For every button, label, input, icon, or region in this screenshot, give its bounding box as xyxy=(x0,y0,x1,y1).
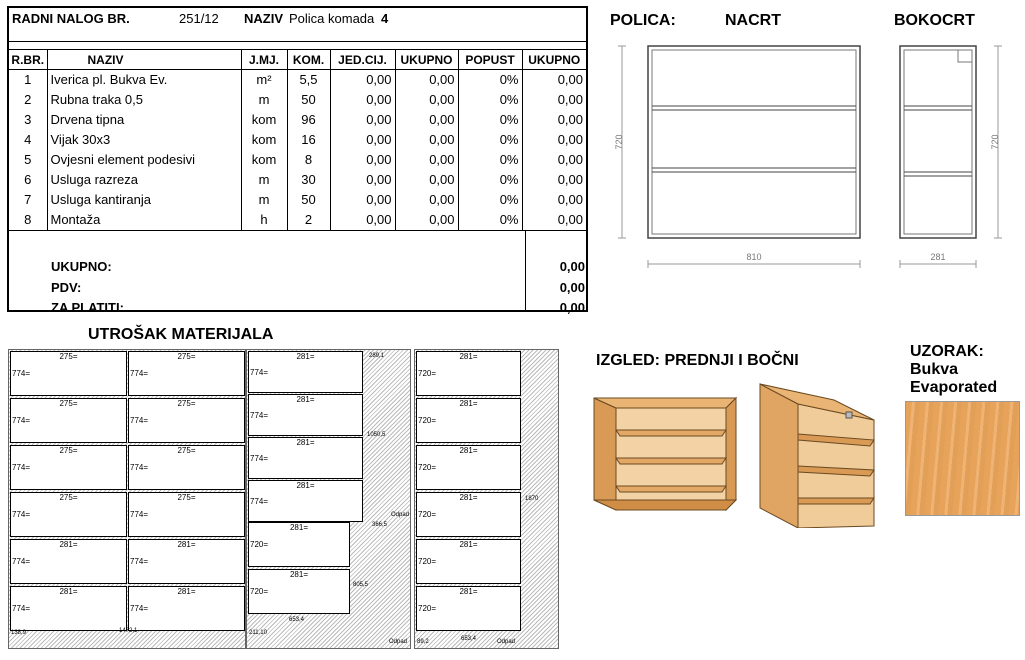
piece-height: 774= xyxy=(250,497,269,506)
za-platiti-label: ZA PLATITI: xyxy=(51,300,124,315)
col-ukupno: UKUPNO xyxy=(395,50,458,70)
piece-height: 774= xyxy=(12,510,31,520)
piece-width: 275= xyxy=(177,446,196,455)
table-cell: 0% xyxy=(458,210,522,230)
piece-height: 720= xyxy=(418,604,437,614)
cutting-sheet-2 xyxy=(246,349,411,649)
table-cell: kom xyxy=(241,150,287,170)
table-cell: Montaža xyxy=(47,210,241,230)
piece-height: 774= xyxy=(250,454,269,463)
sheet2-odpad-2: Odpad xyxy=(389,639,408,645)
sheet2-dim-2: 366,5 xyxy=(372,522,388,528)
shelf-3d-views xyxy=(588,378,888,528)
sheet3-bottom-left: 89,2 xyxy=(417,639,429,645)
cut-piece xyxy=(248,569,350,614)
table-cell: 0,00 xyxy=(395,150,458,170)
col-kom: KOM. xyxy=(287,50,330,70)
piece-width: 281= xyxy=(289,570,309,579)
cut-piece xyxy=(416,539,521,584)
front-height-dim: 720 xyxy=(614,134,624,150)
cut-piece xyxy=(128,492,245,537)
sheet1-bottom-mid: 1472,1 xyxy=(119,628,138,634)
cut-piece xyxy=(128,351,245,396)
wood-sample-swatch xyxy=(905,401,1020,516)
table-cell: 8 xyxy=(287,150,330,170)
table-cell: m² xyxy=(241,70,287,90)
col-jedcij: JED.CIJ. xyxy=(330,50,395,70)
table-cell: 2 xyxy=(287,210,330,230)
cutting-sheet-1 xyxy=(8,349,246,649)
piece-width: 281= xyxy=(59,587,78,596)
table-cell: 5 xyxy=(9,150,47,170)
piece-width: 281= xyxy=(459,352,478,361)
piece-height: 774= xyxy=(130,463,149,473)
table-cell: Iverica pl. Bukva Ev. xyxy=(47,70,241,90)
sheet2-odpad-1: Odpad xyxy=(391,512,410,518)
side-height-dim: 720 xyxy=(990,134,1000,150)
table-cell: 30 xyxy=(287,170,330,190)
table-cell: 0,00 xyxy=(557,192,583,207)
items-body xyxy=(9,70,586,230)
front-width-dim: 810 xyxy=(746,252,762,262)
items-table xyxy=(9,49,586,230)
sheet2-dim-3: 805,5 xyxy=(353,582,369,588)
cut-piece xyxy=(416,586,521,631)
table-row xyxy=(9,150,586,170)
piece-width: 275= xyxy=(177,399,196,408)
table-cell: 0,00 xyxy=(395,190,458,210)
table-cell: Ovjesni element podesivi xyxy=(47,150,241,170)
piece-height: 774= xyxy=(12,463,31,473)
table-cell: 0% xyxy=(458,190,522,210)
cut-piece xyxy=(10,351,127,396)
piece-width: 275= xyxy=(177,493,196,502)
table-header-row xyxy=(9,50,586,70)
uzorak-block xyxy=(910,343,997,397)
naziv-qty: 4 xyxy=(381,11,389,26)
col-naziv: NAZIV xyxy=(47,50,241,70)
cut-piece xyxy=(10,539,127,584)
table-cell: 0,00 xyxy=(557,92,583,107)
table-cell: 0,00 xyxy=(330,210,395,230)
piece-width: 275= xyxy=(177,352,196,361)
cut-piece xyxy=(128,539,245,584)
table-cell: 0,00 xyxy=(330,90,395,110)
sheet3-dim-right: 1870 xyxy=(525,496,539,502)
piece-width: 275= xyxy=(59,493,78,502)
table-cell: 0,00 xyxy=(395,110,458,130)
piece-height: 720= xyxy=(418,463,437,473)
material-title: UTROŠAK MATERIJALA xyxy=(88,326,274,343)
cut-piece xyxy=(248,480,363,522)
piece-width: 281= xyxy=(459,540,478,549)
piece-width: 281= xyxy=(296,438,315,447)
pdv-value: 0,00 xyxy=(559,280,585,295)
piece-height: 720= xyxy=(418,416,437,426)
table-cell: 0% xyxy=(458,110,522,130)
piece-height: 774= xyxy=(130,557,149,567)
piece-height: 774= xyxy=(12,416,31,426)
table-cell: kom xyxy=(241,130,287,150)
naziv-value: Polica komada xyxy=(289,11,375,26)
cut-piece xyxy=(416,398,521,443)
table-cell: 0% xyxy=(458,90,522,110)
order-number: 251/12 xyxy=(179,11,219,26)
cut-piece xyxy=(10,492,127,537)
piece-height: 720= xyxy=(250,540,269,550)
piece-height: 774= xyxy=(12,604,31,614)
col-ukupno-2: UKUPNO xyxy=(522,50,586,70)
polica-label: POLICA: xyxy=(610,12,676,29)
table-cell: 0% xyxy=(458,150,522,170)
piece-width: 275= xyxy=(59,352,78,361)
table-cell: 0,00 xyxy=(330,190,395,210)
pdv-label: PDV: xyxy=(51,280,82,295)
table-cell: 5,5 xyxy=(287,70,330,90)
nacrt-label: NACRT xyxy=(725,12,781,29)
table-cell: 50 xyxy=(287,90,330,110)
cutting-sheet-3 xyxy=(414,349,559,649)
cut-piece xyxy=(128,398,245,443)
piece-width: 281= xyxy=(459,493,478,502)
table-cell: 0,00 xyxy=(395,90,458,110)
cut-piece xyxy=(416,492,521,537)
piece-height: 774= xyxy=(130,369,149,379)
table-cell: 0,00 xyxy=(557,132,583,147)
table-row xyxy=(9,170,586,190)
table-cell: 0,00 xyxy=(330,150,395,170)
table-cell: Rubna traka 0,5 xyxy=(47,90,241,110)
cut-piece xyxy=(248,394,363,436)
table-cell: 0% xyxy=(458,170,522,190)
table-cell: 0% xyxy=(458,130,522,150)
naziv-label: NAZIV xyxy=(244,11,283,26)
table-cell: 0,00 xyxy=(395,130,458,150)
table-cell: 0,00 xyxy=(557,152,583,167)
table-cell: m xyxy=(241,170,287,190)
table-cell: Vijak 30x3 xyxy=(47,130,241,150)
piece-height: 774= xyxy=(130,510,149,520)
table-cell: 50 xyxy=(287,190,330,210)
table-row xyxy=(9,210,586,230)
uzorak-label: UZORAK: xyxy=(910,343,984,360)
front-view-drawing xyxy=(610,38,870,273)
piece-height: 720= xyxy=(418,369,437,379)
table-cell: 16 xyxy=(287,130,330,150)
table-cell: 96 xyxy=(287,110,330,130)
sheet3-odpad: Odpad xyxy=(497,639,516,645)
table-cell: 4 xyxy=(9,130,47,150)
table-cell: m xyxy=(241,90,287,110)
table-row xyxy=(9,70,586,90)
side-width-dim: 281 xyxy=(930,252,946,262)
za-platiti-value: 0,00 xyxy=(559,300,585,315)
sheet2-bottom-left: 211,10 xyxy=(249,630,267,636)
table-cell: 2 xyxy=(9,90,47,110)
piece-width: 281= xyxy=(59,540,78,549)
cut-piece xyxy=(416,445,521,490)
table-row xyxy=(9,190,586,210)
table-cell: 7 xyxy=(9,190,47,210)
ukupno-label: UKUPNO: xyxy=(51,259,112,274)
piece-width: 281= xyxy=(296,481,315,490)
col-jmj: J.MJ. xyxy=(241,50,287,70)
piece-height: 774= xyxy=(12,369,31,379)
table-cell: 0,00 xyxy=(330,130,395,150)
table-cell: m xyxy=(241,190,287,210)
work-order-table xyxy=(7,6,588,315)
piece-height: 774= xyxy=(12,557,31,567)
cut-piece xyxy=(128,445,245,490)
piece-width: 275= xyxy=(59,446,78,455)
piece-height: 774= xyxy=(250,368,269,377)
uzorak-line2: Evaporated xyxy=(910,379,998,396)
sheet1-bottom-left: 138,9 xyxy=(11,630,27,636)
piece-height: 774= xyxy=(130,604,149,614)
table-cell: 0% xyxy=(458,70,522,90)
cut-piece xyxy=(128,586,245,631)
table-row xyxy=(9,90,586,110)
cut-piece xyxy=(10,445,127,490)
table-cell: Usluga kantiranja xyxy=(47,190,241,210)
table-cell: 0,00 xyxy=(330,110,395,130)
ukupno-value: 0,00 xyxy=(559,259,585,274)
sheet2-dim-4: 653,4 xyxy=(289,617,305,623)
table-cell: 6 xyxy=(9,170,47,190)
piece-height: 720= xyxy=(418,557,437,567)
cut-piece xyxy=(416,351,521,396)
piece-width: 281= xyxy=(177,540,196,549)
col-rbr: R.BR. xyxy=(9,50,47,70)
table-cell: 1 xyxy=(9,70,47,90)
piece-width: 281= xyxy=(459,399,478,408)
table-cell: 0,00 xyxy=(395,210,458,230)
table-cell: 3 xyxy=(9,110,47,130)
piece-height: 774= xyxy=(250,411,269,420)
piece-width: 281= xyxy=(459,587,478,596)
table-cell: 8 xyxy=(9,210,47,230)
piece-width: 281= xyxy=(296,352,315,361)
sheet2-dim-mid: 1050,5 xyxy=(367,432,386,438)
bokocrt-label: BOKOCRT xyxy=(894,12,975,29)
sheet3-bottom-mid: 653,4 xyxy=(461,636,477,642)
side-view-drawing xyxy=(888,38,1013,273)
table-cell: 0,00 xyxy=(330,70,395,90)
piece-width: 281= xyxy=(459,446,478,455)
cut-piece xyxy=(10,398,127,443)
table-cell: 0,00 xyxy=(330,170,395,190)
uzorak-line1: Bukva xyxy=(910,361,959,378)
table-cell: 0,00 xyxy=(557,72,583,88)
piece-width: 281= xyxy=(289,523,309,532)
table-cell: 0,00 xyxy=(395,70,458,90)
sheet2-dim-top: 289,1 xyxy=(369,353,385,359)
table-cell: 0,00 xyxy=(557,212,583,227)
table-cell: h xyxy=(241,210,287,230)
cut-piece xyxy=(10,586,127,631)
piece-width: 275= xyxy=(59,399,78,408)
izgled-title: IZGLED: PREDNJI I BOČNI xyxy=(596,352,799,369)
col-popust: POPUST xyxy=(458,50,522,70)
table-cell: 0,00 xyxy=(557,112,583,127)
piece-height: 720= xyxy=(250,587,269,597)
order-label: RADNI NALOG BR. xyxy=(12,11,130,26)
table-row xyxy=(9,110,586,130)
table-cell: Drvena tipna xyxy=(47,110,241,130)
piece-width: 281= xyxy=(177,587,196,596)
table-cell: Usluga razreza xyxy=(47,170,241,190)
table-cell: 0,00 xyxy=(395,170,458,190)
table-cell: 0,00 xyxy=(557,172,583,187)
piece-width: 281= xyxy=(296,395,315,404)
cut-piece xyxy=(248,351,363,393)
piece-height: 774= xyxy=(130,416,149,426)
table-cell: kom xyxy=(241,110,287,130)
order-header xyxy=(9,8,586,42)
totals-section xyxy=(9,230,586,315)
cut-piece xyxy=(248,437,363,479)
table-row xyxy=(9,130,586,150)
piece-height: 720= xyxy=(418,510,437,520)
cut-piece xyxy=(248,522,350,567)
